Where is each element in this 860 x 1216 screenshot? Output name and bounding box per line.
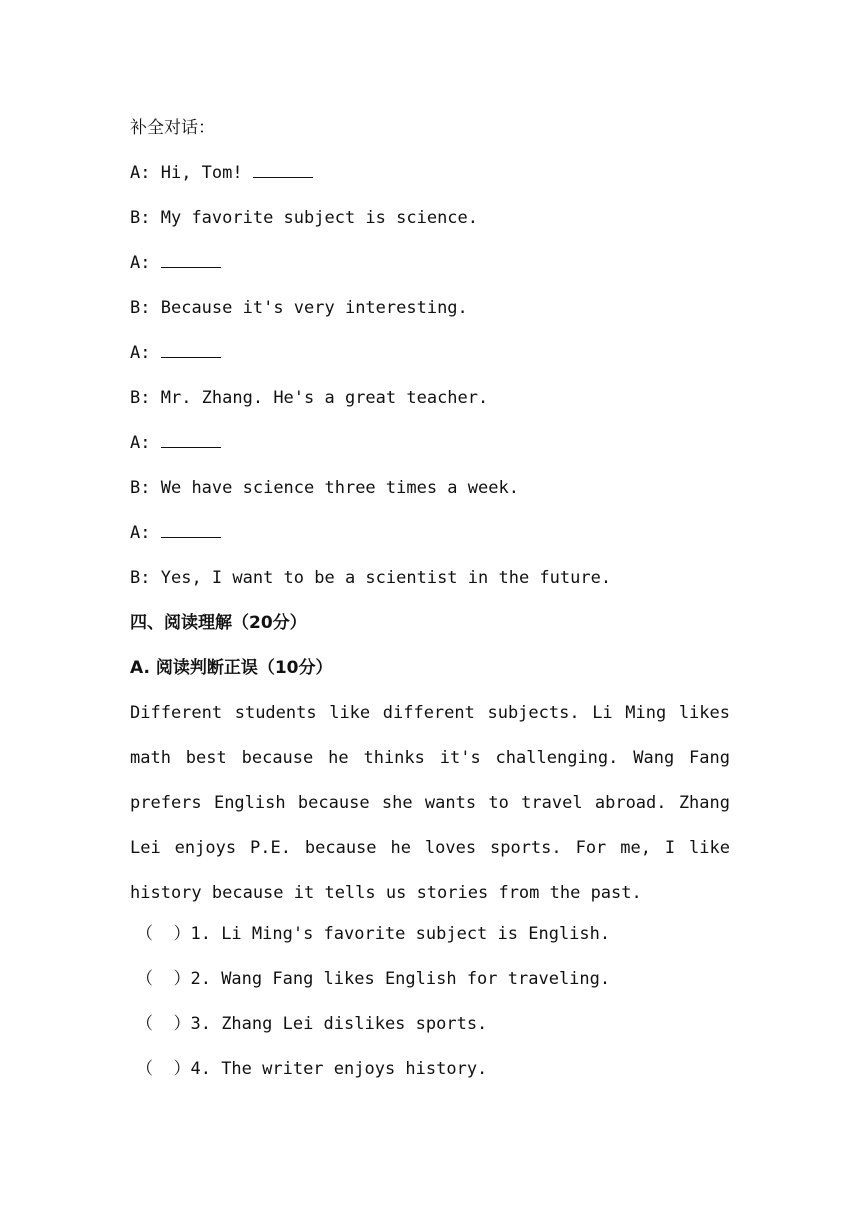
answer-bracket[interactable]: （ ） <box>136 1014 191 1034</box>
dialogue-text: Yes, I want to be a scientist in the future. <box>160 568 612 588</box>
section-title: 四、阅读理解（20分） <box>130 613 307 633</box>
speaker: A: <box>130 523 151 543</box>
part-a-title: A. 阅读判断正误（10分） <box>130 658 333 678</box>
question-4 <box>136 1051 730 1096</box>
dialogue-line-7 <box>130 425 730 470</box>
speaker: A: <box>130 433 151 453</box>
speaker: B: <box>130 208 151 228</box>
speaker: B: <box>130 388 151 408</box>
answer-blank[interactable] <box>161 425 221 448</box>
answer-blank[interactable] <box>161 335 221 358</box>
dialogue-line-9 <box>130 515 730 560</box>
answer-blank[interactable] <box>161 515 221 538</box>
dialogue-text: My favorite subject is science. <box>160 208 479 228</box>
speaker: B: <box>130 568 151 588</box>
speaker: B: <box>130 478 151 498</box>
dialogue-line-8 <box>130 470 730 515</box>
question-1 <box>136 916 730 961</box>
speaker: B: <box>130 298 151 318</box>
speaker: A: <box>130 343 151 363</box>
question-text: 2. Wang Fang likes English for traveling. <box>190 969 611 989</box>
dialogue-line-4 <box>130 290 730 335</box>
question-3 <box>136 1006 730 1051</box>
answer-blank[interactable] <box>161 245 221 268</box>
dialogue-text: Mr. Zhang. He's a great teacher. <box>160 388 489 408</box>
dialogue-text: We have science three times a week. <box>160 478 519 498</box>
dialogue-line-5 <box>130 335 730 380</box>
dialogue-instruction: 补全对话： <box>130 118 215 138</box>
question-text: 4. The writer enjoys history. <box>190 1059 488 1079</box>
dialogue-text: Because it's very interesting. <box>160 298 468 318</box>
question-text: 3. Zhang Lei dislikes sports. <box>190 1014 488 1034</box>
speaker: A: <box>130 253 151 273</box>
dialogue-line-2 <box>130 200 730 245</box>
dialogue-line-1 <box>130 155 730 200</box>
question-2 <box>136 961 730 1006</box>
question-text: 1. Li Ming's favorite subject is English. <box>190 924 611 944</box>
dialogue-text: Hi, Tom! <box>160 163 243 183</box>
document-page <box>130 110 730 1096</box>
dialogue-line-3 <box>130 245 730 290</box>
speaker: A: <box>130 163 151 183</box>
answer-blank[interactable] <box>253 155 313 178</box>
dialogue-line-10 <box>130 560 730 605</box>
answer-bracket[interactable]: （ ） <box>136 924 191 944</box>
answer-bracket[interactable]: （ ） <box>136 969 191 989</box>
reading-passage: Different students like different subjects. Li Ming likes math best because he thinks it's challenging. Wang Fang prefers English because she wants to travel abroad. Zhang Lei enjoys P.E. because he loves sports. For me, I like history because it tells us stories from the past. <box>130 703 730 903</box>
answer-bracket[interactable]: （ ） <box>136 1059 191 1079</box>
dialogue-line-6 <box>130 380 730 425</box>
